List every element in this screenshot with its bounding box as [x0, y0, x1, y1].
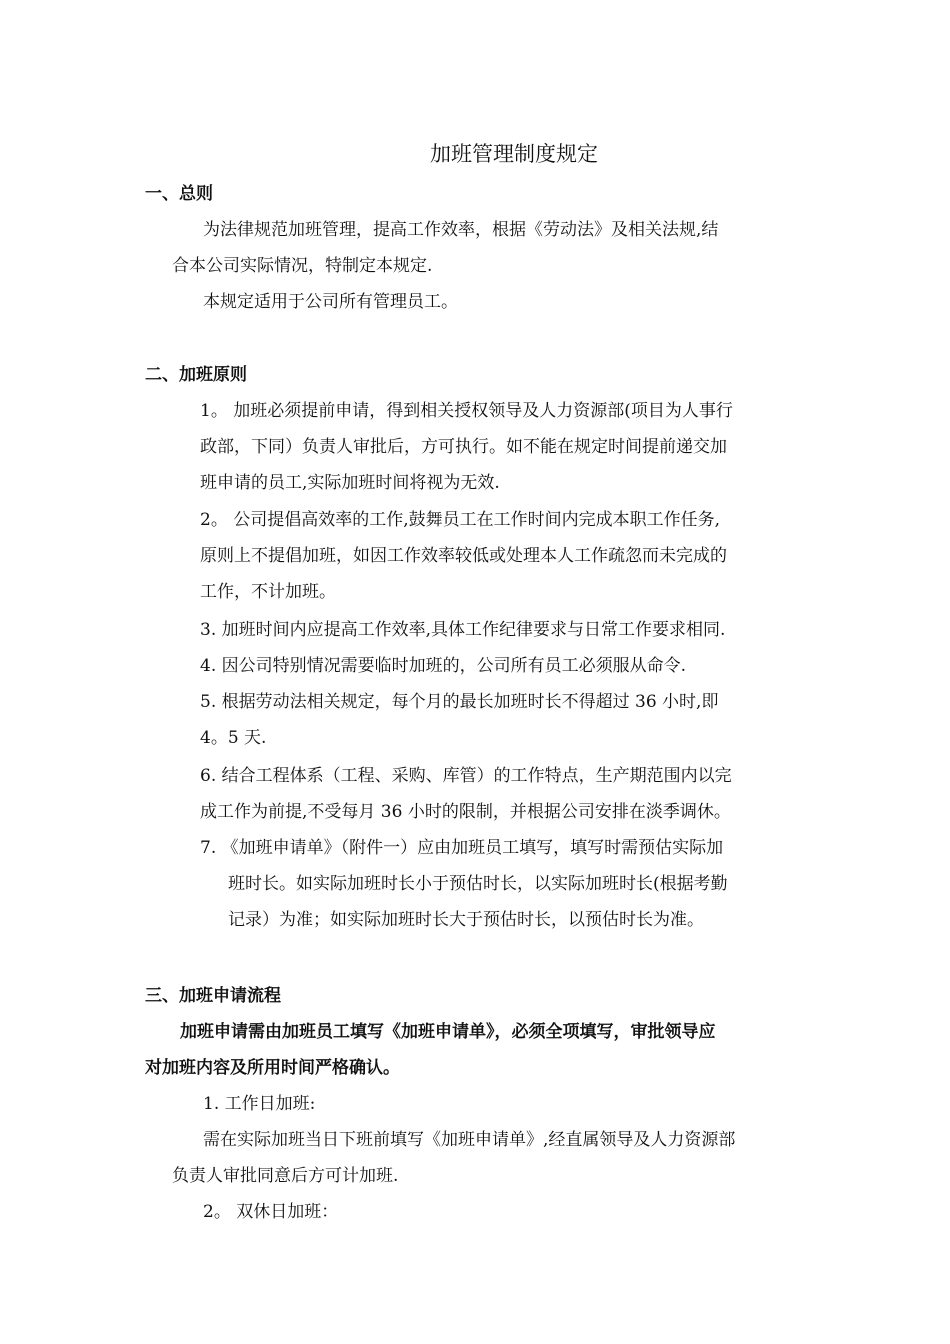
subheading-weekend-overtime: 2。 双休日加班： — [203, 1202, 339, 1222]
list-item-line: 6. 结合工程体系（工程、采购、库管）的工作特点，生产期范围内以完 — [200, 766, 732, 786]
bold-paragraph-line: 对加班内容及所用时间严格确认。 — [145, 1058, 400, 1078]
subheading-workday-overtime: 1. 工作日加班: — [203, 1094, 316, 1114]
page-title: 加班管理制度规定 — [430, 142, 598, 166]
bold-paragraph-line: 加班申请需由加班员工填写《加班申请单》，必须全项填写，审批领导应 — [180, 1022, 716, 1042]
list-item-line: 2。 公司提倡高效率的工作,鼓舞员工在工作时间内完成本职工作任务, — [200, 510, 721, 530]
list-item-line: 班申请的员工,实际加班时间将视为无效. — [200, 473, 500, 493]
list-item-line: 政部，下同）负责人审批后，方可执行。如不能在规定时间提前递交加 — [200, 437, 727, 457]
paragraph-line: 需在实际加班当日下班前填写《加班申请单》,经直属领导及人力资源部 — [203, 1130, 736, 1150]
list-item-line: 3. 加班时间内应提高工作效率,具体工作纪律要求与日常工作要求相同. — [200, 620, 726, 640]
paragraph-line: 负责人审批同意后方可计加班. — [172, 1166, 399, 1186]
list-item-line: 4。5 天. — [200, 728, 267, 748]
section-heading-principles: 二、加班原则 — [145, 365, 247, 385]
section-heading-application-process: 三、加班申请流程 — [145, 986, 281, 1006]
list-item-line: 1。 加班必须提前申请，得到相关授权领导及人力资源部(项目为人事行 — [200, 401, 733, 421]
paragraph-line: 本规定适用于公司所有管理员工。 — [203, 292, 458, 312]
list-item-line: 原则上不提倡加班，如因工作效率较低或处理本人工作疏忽而未完成的 — [200, 546, 727, 566]
list-item-line: 成工作为前提,不受每月 36 小时的限制，并根据公司安排在淡季调休。 — [200, 802, 731, 822]
list-item-line: 7. 《加班申请单》（附件一）应由加班员工填写，填写时需预估实际加 — [200, 838, 724, 858]
section-heading-general: 一、总则 — [145, 184, 213, 204]
list-item-line: 班时长。如实际加班时长小于预估时长，以实际加班时长(根据考勤 — [228, 874, 728, 894]
list-item-line: 4. 因公司特别情况需要临时加班的，公司所有员工必须服从命令. — [200, 656, 687, 676]
list-item-line: 记录）为准；如实际加班时长大于预估时长，以预估时长为准。 — [228, 910, 704, 930]
paragraph-line: 合本公司实际情况，特制定本规定. — [172, 256, 433, 276]
paragraph-line: 为法律规范加班管理，提高工作效率，根据《劳动法》及相关法规,结 — [203, 220, 719, 240]
list-item-line: 工作，不计加班。 — [200, 582, 336, 602]
list-item-line: 5. 根据劳动法相关规定，每个月的最长加班时长不得超过 36 小时,即 — [200, 692, 719, 712]
